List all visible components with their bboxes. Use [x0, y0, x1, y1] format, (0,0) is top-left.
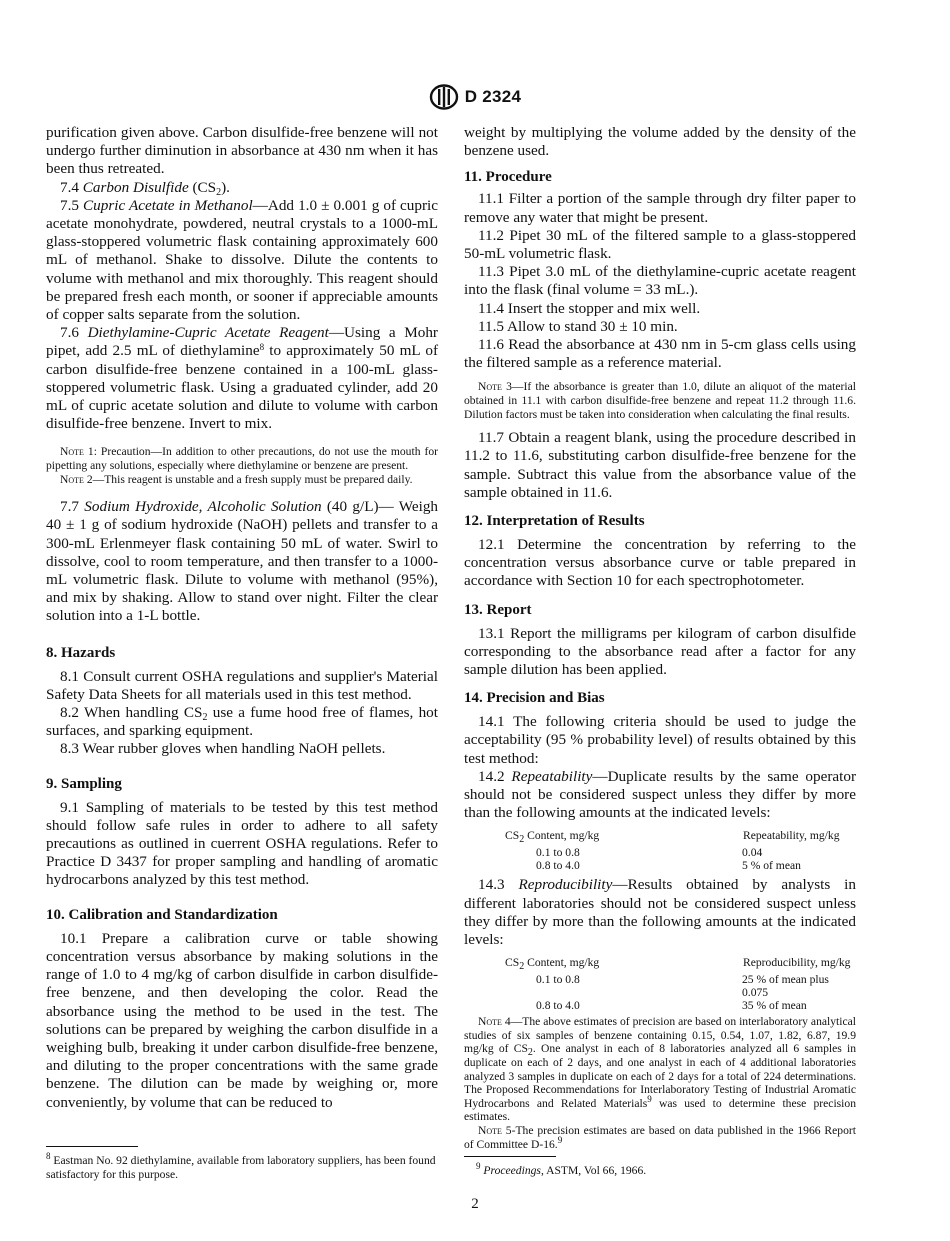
reproducibility-table — [504, 955, 856, 1012]
note-2: Note 2—This reagent is unstable and a fresh supply must be prepared daily. — [60, 472, 413, 486]
section-9-1: 9.1 Sampling of materials to be tested by this test method should follow safe rules in order to adhere to all safety precautions as outlined in cuerrent OSHA regulations. Refer to Practice D 3437 for proper sampling and handling of aromatic hydrocarbons analyzed by this test method. — [46, 798, 438, 889]
section-12-1: 12.1 Determine the concentration by referring to the concentration versus absorbance curve or table prepared in accordance with Section 10 for each spectrophotometer. — [464, 536, 856, 590]
table-row: 0.8 to 4.0 35 % of mean — [536, 999, 807, 1013]
section-heading-8: 8. Hazards — [46, 644, 116, 661]
page-header — [0, 84, 950, 110]
section-8-2: 8.2 When handling $CS_2$ use a fume hood free of flames, hot surfaces, and sparking equipment. — [46, 704, 438, 740]
footnote-8: $^8$ Eastman No. 92 diethylamine, available from laboratory suppliers, has been found satisfactory for this purpose. — [46, 1151, 436, 1181]
table-header-row — [504, 955, 856, 973]
section-11-6: 11.6 Read the absorbance at 430 nm in 5-cm glass cells using the filtered sample as a reference material. — [464, 336, 856, 372]
section-heading-14: 14. Precision and Bias — [464, 690, 605, 707]
note-5: Note 5-The precision estimates are based on data published in the 1966 Report of Committee D-16.$^9$ — [464, 1124, 856, 1151]
section-14-1: 14.1 The following criteria should be used to judge the acceptability (95 % probability level) of results obtained by this test method: — [464, 713, 856, 767]
section-7-5: 7.5 Cupric Acetate in Methanol—Add 1.0 ± 0.001 g of cupric acetate monohydrate, powdered, neutral crystals to a 1000-mL glass-stoppered volumetric flask containing approximately 600 mL of methanol. Shake to dissolve. Dilute the contents to volume with methanol and mix thoroughly. This reagent should be prepared fresh each month, or sooner if appreciable amounts of copper salts separate from the solution. — [46, 196, 439, 324]
paragraph: purification given above. Carbon disulfide-free benzene will not undergo further diminution in absorbance at 430 nm when it has been thus retreated. — [46, 124, 438, 178]
table-row: 0.8 to 4.0 5 % of mean — [536, 859, 801, 873]
section-8-1: 8.1 Consult current OSHA regulations and supplier's Material Safety Data Sheets for all materials used in this test method. — [46, 667, 438, 703]
note-4: Note 4—The above estimates of precision are based on interlaboratory analytical studies of six samples of benzene containing 0.15, 0.54, 1.07, 1.82, 6.87, 19.9 mg/kg of $CS_2$. One analyst in each of 8 laboratories analyzed all 6 samples in duplicate on each of 2 days, and one analyst in each of 4 additional laboratories analyzed 3 samples in duplicate on each of 2 days for a total of 224 determinations. The Proposed Recommendations for Interlaboratory Testing of Industrial Aromatic Hydrocarbons and Related Materials$^9$ was used to determine these precision estimates. — [464, 1015, 857, 1124]
section-heading-9: 9. Sampling — [46, 775, 122, 792]
table-header-row — [504, 828, 841, 846]
section-heading-11: 11. Procedure — [464, 169, 552, 186]
section-heading-13: 13. Report — [464, 601, 532, 618]
left-column — [46, 124, 438, 1112]
section-13-1: 13.1 Report the milligrams per kilogram of carbon disulfide corresponding to the absorbance read after a factor for any sample dilution has been applied. — [464, 624, 856, 679]
section-8-3: 8.3 Wear rubber gloves when handling NaOH pellets. — [60, 740, 386, 758]
section-10-1: 10.1 Prepare a calibration curve or table showing concentration versus absorbance by making solutions in the range of 1.0 to 4 mg/kg of carbon disulfide in carbon disulfide-free benzene, and then developing the color. Read the absorbance using the method to be used in the test. The solutions can be prepared by weighing the carbon disulfide in a weighing bulb, breaking it under carbon disulfide-free benzene, and diluting to the proper concentrations with the same grade benzene. The dilution can be made by weighing or, more conveniently, by volume that can be reduced to — [46, 929, 438, 1111]
section-heading-10: 10. Calibration and Standardization — [46, 906, 278, 923]
section-11-5: 11.5 Allow to stand 30 ± 10 min. — [478, 317, 678, 335]
section-7-4: 7.4 Carbon Disulfide $(CS_2)$. — [60, 178, 230, 198]
footnote-rule — [464, 1156, 556, 1157]
section-heading-12: 12. Interpretation of Results — [464, 513, 645, 530]
column-header: $CS_2$ Content, mg/kg — [505, 829, 600, 846]
section-7-7: 7.7 Sodium Hydroxide, Alcoholic Solution (40 g/L)— Weigh 40 ± 1 g of sodium hydroxide (NaOH) pellets and transfer to a 300-mL Erlenmeyer flask containing 50 mL of water. Swirl to dissolve, cool to room temperature, and then transfer to a 1000-mL volumetric flask. Dilute to volume with methanol (95%), and mix by shaking. Allow to stand over night. Filter the clear solution into a 1-L bottle. — [46, 498, 439, 625]
section-11-3: 11.3 Pipet 3.0 mL of the diethylamine-cupric acetate reagent into the flask (final volume = 33 mL.). — [464, 263, 856, 299]
table-row: 0.1 to 0.8 0.04 — [536, 846, 763, 860]
section-14-2: 14.2 Repeatability—Duplicate results by the same operator should not be considered suspect unless they differ by more than the following amounts at the indicated levels: — [464, 767, 857, 822]
note-3: Note 3—If the absorbance is greater than 1.0, dilute an aliquot of the material obtained in 11.1 with carbon disulfide-free benzene and repeat 11.2 through 11.6. Dilution factors must be taken into consideration when calculating the final results. — [464, 380, 856, 421]
section-14-3: 14.3 Reproducibility—Results obtained by analysts in different laboratories should not be considered suspect unless they differ by more than the following amounts at the indicated levels: — [464, 876, 857, 949]
designation: D 2324 — [464, 87, 522, 106]
note-1: Note 1: Precaution—In addition to other precautions, do not use the mouth for pipetting any solutions, especially where diethylamine or benzene are present. — [46, 445, 438, 473]
right-column — [464, 124, 856, 1151]
repeatability-table — [504, 828, 841, 872]
section-7-6: 7.6 Diethylamine-Cupric Acetate Reagent—Using a Mohr pipet, add 2.5 mL of diethylamine$^8$ to approximately 50 mL of carbon disulfide-free benzene contained in a 100-mL glass-stoppered volumetric flask. Using a graduated cylinder, add 20 mL of cupric acetate solution and dilute to volume with carbon disulfide-free benzene. Invert to mix. — [46, 324, 439, 433]
footnote-9: $^9$ Proceedings, ASTM, Vol 66, 1966. — [476, 1161, 647, 1177]
footnote-rule — [46, 1146, 138, 1147]
table-row: 0.1 to 0.8 25 % of mean plus 0.075 — [536, 973, 829, 1000]
column-header: $CS_2$ Content, mg/kg — [505, 956, 600, 973]
astm-logo-icon — [429, 84, 459, 110]
section-11-7: 11.7 Obtain a reagent blank, using the procedure described in 11.2 to 11.6, substituting carbon disulfide-free benzene for the sample. Subtract this value from the absorbance value of the sample obtained in 11.6. — [464, 429, 856, 501]
section-11-1: 11.1 Filter a portion of the sample through dry filter paper to remove any water that might be present. — [464, 190, 856, 226]
section-11-4: 11.4 Insert the stopper and mix well. — [478, 299, 701, 317]
column-header: Repeatability, mg/kg — [743, 829, 840, 843]
page-number: 2 — [471, 1196, 479, 1212]
paragraph: weight by multiplying the volume added by the density of the benzene used. — [464, 124, 856, 160]
section-11-2: 11.2 Pipet 30 mL of the filtered sample to a glass-stoppered 50-mL volumetric flask. — [464, 226, 856, 263]
column-header: Reproducibility, mg/kg — [743, 956, 851, 970]
